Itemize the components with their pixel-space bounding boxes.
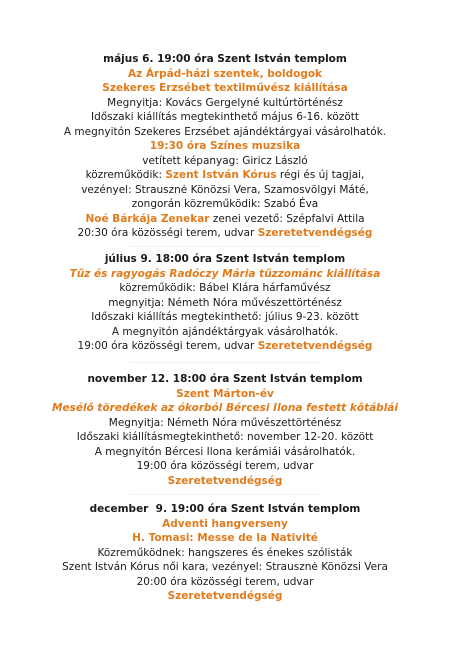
event-text: vetített képanyag: Giricz László: [142, 154, 308, 167]
event-line: [0, 474, 450, 489]
event-title: Tűz és ragyogás Radóczy Mária tűzzománc kiállítása: [69, 267, 381, 280]
event-text: Megnyitja: Németh Nóra művészettörténész: [108, 416, 342, 429]
event-line: [0, 296, 450, 311]
event-text: megnyitja: Németh Nóra művészettörténész: [108, 296, 342, 309]
event-text: Szent István Kórus női kara, vezényel: Strausznė Könözsi Vera: [62, 561, 388, 573]
event-line: [0, 401, 450, 416]
event-text: Időszaki kiállítás megtekinthető május 6-16. között: [90, 111, 360, 123]
event-title: Mesélő töredékek az ókorból Bércesi Ilona festett kőtáblái: [52, 402, 398, 414]
event-line: [0, 325, 450, 340]
event-highlight: Szeretetvendégség: [167, 474, 283, 487]
event-text: vezényel: Strausznė Könözsi Vera, Szamosvölgyi Máté,: [81, 183, 369, 196]
event-line: [0, 339, 450, 354]
event-text: 19:00 óra közösségi terem, udvar: [136, 460, 314, 472]
event-text: közreműködik:: [85, 169, 166, 181]
event-text: Időszaki kiállításmegtekinthető: november 12-20. között: [76, 431, 374, 443]
event-december: [0, 502, 450, 604]
divider: [130, 246, 320, 247]
event-line: [0, 387, 450, 402]
event-title: Szent Márton-év: [176, 387, 274, 400]
event-line: [0, 154, 450, 169]
event-line: [0, 110, 450, 125]
event-header: május 6. 19:00 óra Szent István templom: [103, 53, 347, 65]
event-title: Szekeres Erzsébet textilművész kiállítása: [102, 82, 348, 94]
event-text: Időszaki kiállítás megtekinthető: július 9-23. között: [91, 311, 359, 323]
event-line: [0, 81, 450, 96]
event-text: A megnyitón ajándéktárgyak vásárolhatók.: [111, 325, 339, 338]
event-highlight: Noé Bárkája Zenekar: [85, 212, 210, 225]
event-line: [0, 445, 450, 460]
event-text: A megnyitón Szekeres Erzsébet ajándéktárgyai vásárolhatók.: [63, 125, 387, 138]
event-highlight: Szeretetvendégség: [257, 340, 373, 352]
event-line: [0, 197, 450, 212]
event-text: Közreműködnek: hangszeres és énekes szólisták: [97, 546, 353, 559]
event-line: [0, 125, 450, 140]
event-line: [0, 575, 450, 590]
event-line: [0, 589, 450, 604]
event-line: [0, 531, 450, 546]
event-text: 20:30 óra közösségi terem, udvar: [77, 227, 258, 239]
event-text: régi és új tagjai,: [276, 169, 365, 181]
event-title: Az Árpád-házi szentek, boldogok: [127, 67, 323, 80]
event-line: [0, 226, 450, 241]
event-text: zongorán közreműködik: Szabó Éva: [131, 198, 319, 210]
event-line: [0, 168, 450, 183]
event-title: H. Tomasi: Messe de la Nativité: [132, 532, 318, 544]
event-line: [0, 560, 450, 575]
event-text: 20:00 óra közösségi terem, udvar: [136, 575, 314, 588]
event-highlight: Szeretetvendégség: [167, 590, 283, 602]
event-july: [0, 252, 450, 354]
event-text: közreműködik: Bábel Klára hárfaművész: [119, 282, 331, 294]
event-line: [0, 281, 450, 296]
event-line: [0, 96, 450, 111]
event-line: [0, 139, 450, 154]
event-line: [0, 183, 450, 198]
event-highlight: Szent István Kórus: [165, 169, 277, 181]
event-header: július 9. 18:00 óra Szent István templom: [104, 253, 346, 265]
event-text: zenei vezető: Szépfalvi Attila: [209, 212, 365, 225]
divider: [130, 362, 320, 363]
event-line: [0, 517, 450, 532]
event-line: [0, 212, 450, 227]
event-text: Megnyitja: Kovács Gergelyné kultúrtörténész: [107, 96, 343, 109]
divider: [130, 494, 320, 495]
event-title: 19:30 óra Színes muzsika: [149, 140, 301, 152]
event-header: november 12. 18:00 óra Szent István templom: [87, 373, 363, 385]
event-line: [0, 267, 450, 282]
event-line: [0, 416, 450, 431]
event-highlight: Szeretetvendégség: [257, 227, 373, 239]
event-line: [0, 546, 450, 561]
event-november: [0, 372, 450, 488]
event-line: [0, 67, 450, 82]
event-text: 19:00 óra közösségi terem, udvar: [77, 340, 258, 352]
event-text: A megnyitón Bércesi Ilona kerámiái vásárolhatók.: [94, 445, 356, 458]
event-may: [0, 52, 450, 241]
event-line: [0, 310, 450, 325]
event-header: december 9. 19:00 óra Szent István templom: [89, 503, 361, 515]
event-title: Adventi hangverseny: [162, 517, 288, 530]
event-line: [0, 430, 450, 445]
event-line: [0, 459, 450, 474]
